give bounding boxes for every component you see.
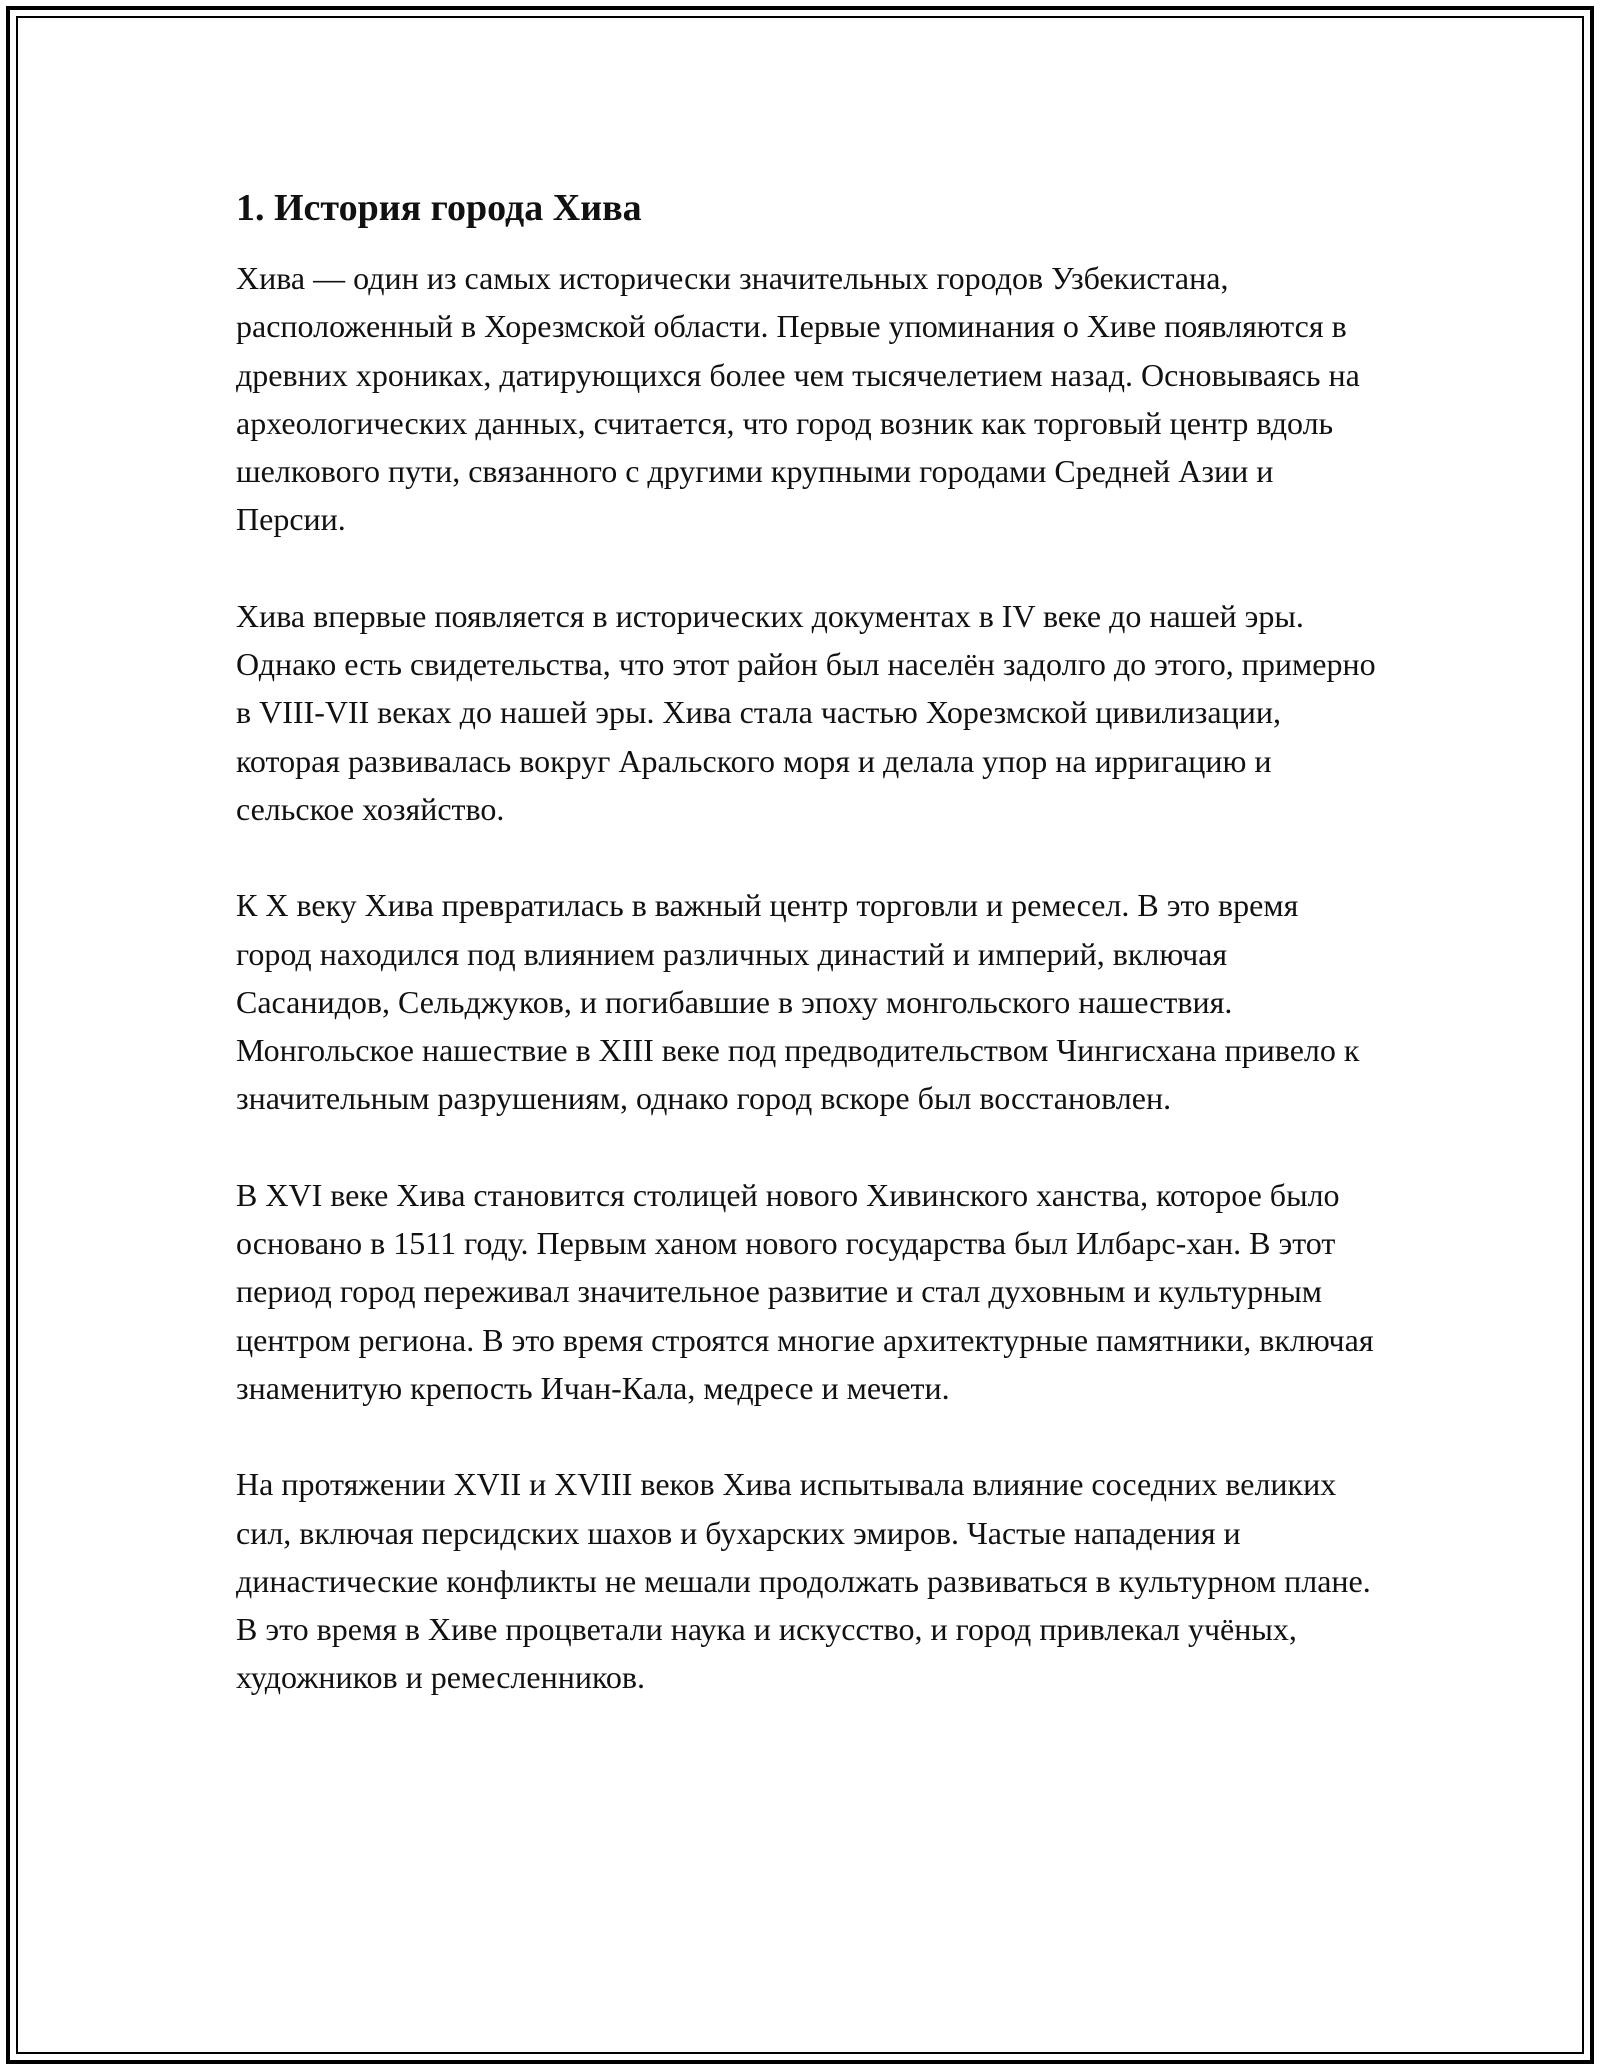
document-body — [236, 184, 1376, 1702]
section-heading: 1. История города Хива — [236, 187, 642, 229]
paragraph-3: К X веку Хива превратилась в важный центр торговли и ремесел. В это время город находился под влиянием различных династий и империй, включая Сасанидов, Сельджуков, и погибавшие в эпоху монгольского нашествия. Монгольское нашествие в XIII веке под предводительством Чингисхана привело к значительным разрушениям, однако город вскоре был восстановлен. — [236, 887, 1360, 1117]
paragraph-1: Хива — один из самых исторически значительных городов Узбекистана, расположенный в Хорезмской области. Первые упоминания о Хиве появляются в древних хрониках, датирующихся более чем тысячелетием назад. Основываясь на археологических данных, считается, что город возник как торговый центр вдоль шелкового пути, связанного с другими крупными городами Средней Азии и Персии. — [236, 260, 1360, 538]
paragraph-5: На протяжении XVII и XVIII веков Хива испытывала влияние соседних великих сил, включая персидских шахов и бухарских эмиров. Частые нападения и династические конфликты не мешали продолжать развиваться в культурном плане. В это время в Хиве процветали наука и искусство, и город привлекал учёных, художников и ремесленников. — [236, 1466, 1371, 1696]
paragraph-2: Хива впервые появляется в исторических документах в IV веке до нашей эры. Однако есть свидетельства, что этот район был населён задолго до этого, примерно в VIII-VII веках до нашей эры. Хива стала частью Хорезмской цивилизации, которая развивалась вокруг Аральского моря и делала упор на ирригацию и сельское хозяйство. — [236, 597, 1376, 827]
paragraph-4: В XVI веке Хива становится столицей нового Хивинского ханства, которое было основано в 1511 году. Первым ханом нового государства был Илбарс-хан. В этот период город переживал значительное развитие и стал духовным и культурным центром региона. В это время строятся многие архитектурные памятники, включая знаменитую крепость Ичан-Кала, медресе и мечети. — [236, 1176, 1374, 1406]
